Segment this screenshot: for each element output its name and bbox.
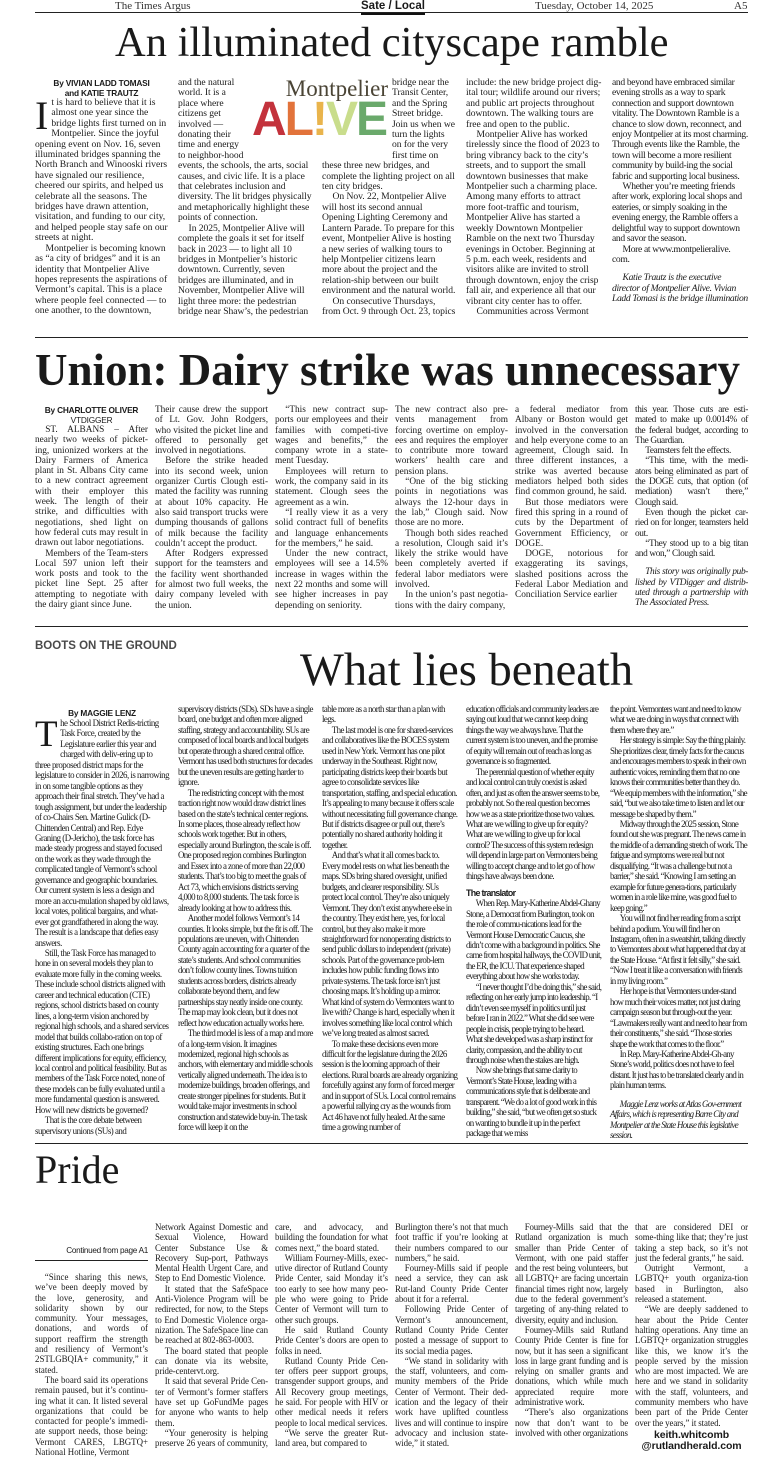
montpelier-column-3	[322, 78, 456, 320]
reporter-email	[635, 1430, 748, 1452]
paragraph: The third model is less of a map and more of a long-term vision. It imagines modernized, regional high schools as anchors, with elementary and middle schools vertically aligned underneath. The idea is to modernize buildings, broaden offerings, and create stronger pipelines for students. But it would take major investments in school construction and statewide buy-in. The task force will keep it on the	[178, 1028, 313, 1133]
beneath-column-3	[322, 704, 458, 1138]
author-note: Maggie Lenz works at Atlas Gov-ernment Affairs, which is representing Barre City and Montpelier at the State House this legislative session.	[610, 1098, 742, 1141]
headline-pride: Pride	[35, 1147, 120, 1192]
pride-column-6	[635, 1222, 748, 1456]
section-rule	[35, 626, 748, 627]
republication-note: This story was originally pub-lished by VTDigger and distrib-uted through a partnership with The Associated Press.	[635, 567, 748, 609]
paragraph: education officials and community leaders are saying out loud that we cannot keep doing things the way we always have. That the current system is too uneven, and the promise of equity will remain out of reach as long as governance is so fragmented.	[466, 704, 599, 767]
paragraph: Her hope is that Vermonters under-stand how much their voices matter, not just during campaign season but through-out the year. “Lawmakers really want and need to hear from their constituents,” she said. “Those stories shape the work that comes to the floor.”	[610, 986, 747, 1049]
paragraph: It stated that the SafeSpace Anti-Violence Program will be redirected, for now, to the Steps to End Domestic Violence orga-nization. The SafeSpace line can be reached at 802-863-0003.	[155, 1283, 268, 1346]
paragraph: ST. ALBANS – After nearly two weeks of picket-ing, unionized workers at the Dairy Farmers of America plant in St. Albans City came to a new contract agreement with their employer this week. The length of their strike, and difficulties with negotiations, shed light on how federal cuts may result in drawn out labor negotiations.	[35, 425, 148, 549]
paragraph: Members of the Team-sters Local 597 union left their work posts and took to the picket line Sept. 25 after attempting to negotiate with the dairy giant since June.	[35, 548, 148, 611]
section-rule	[35, 1143, 748, 1144]
paragraph: that are considered DEI or some-thing like that; they’re just taking a step back, so it’s not just the federal grants,” he said.	[635, 1222, 748, 1263]
pride-column-2	[155, 1222, 268, 1456]
paragraph: DOGE, notorious for exaggerating its savings, slashed positions across the Federal Labor Mediation and Conciliation Service earlier	[515, 549, 628, 601]
byline	[35, 78, 168, 98]
paragraph: To make these decisions even more difficult for the legislature during the 2026 session is the looming approach of their elections. Rural boards are already organizing forcefully against any form of forced merger and in support of SUs. Local control remains a powerful rallying cry as the wounds from Act 46 have not fully healed. At the same time a growing number of	[322, 1038, 458, 1133]
jump-line: Continued from page A1	[66, 1246, 148, 1255]
paragraph: On consecutive Thursdays, from Oct. 9 through Oct. 23, topics	[322, 295, 456, 317]
paragraph: he School District Redis-tricting Task Force, created by the Legislature earlier this year and charged with deliv-ering up to three proposed district maps for the legislature to consider in 2026, is narrowing in on some tangible options as they approach their final stretch. They’ve had a tough assignment, but under the leadership of co-Chairs Sen. Martine Gulick (D-Chittenden Central) and Rep. Edye Graning (D-Jericho), the task force has made steady progress and stayed focused on the work as they wade through the complicated tangle of Vermont’s school governance and geographic boundaries. Our current system is less a design and more an accu-mulation shaped by old laws, local votes, political bargains, and what-ever got grandfathered in along the way. The result is a landscape that defies easy answers.	[35, 718, 170, 948]
byline-line: By CHARLOTTE OLIVER	[44, 405, 139, 415]
email-line: keith.whitcomb	[653, 1428, 730, 1441]
union-column-4	[395, 405, 508, 615]
beneath-column-2	[178, 704, 314, 1138]
paragraph: You will not find her reading from a script behind a podium. You will find her on Instagram, often in a sweatshirt, talking directly to Vermonters about what happened that day at the State House. “At first it felt silly,” she said. “Now I treat it like a conversation with friends in my living room.”	[610, 913, 746, 986]
paragraph: “This new contract sup-ports our employees and their families with competi-tive wages and benefits,” the company wrote in a state-ment Tuesday.	[275, 405, 388, 467]
byline-line: VTDIGGER	[70, 415, 113, 425]
paragraph: And that’s what it all comes back to. Every model rests on what lies beneath the maps. SDs bring shared oversight, unified budgets, and clearer responsibility. SUs protect local control. They’re also uniquely Vermont. They don’t exist anywhere else in the country. They exist here, yes, for local control, but they also make it more straightforward for nonoperating districts to send public dollars to independent (private) schools. Part of the governance prob-lem includes how public funding flows into private systems. The task force isn’t just choosing maps. It’s holding up a mirror. What kind of system do Vermonters want to live with? Change is hard, especially when it involves something like local control which we’ve long treated as almost sacred.	[322, 850, 455, 1039]
paragraph: “Your generosity is helping preserve 26 years of community,	[155, 1427, 268, 1449]
paragraph: Network Against Domestic and Sexual Violence, Howard Center Substance Use & Recovery Sup-port, Pathways Mental Health Urgent Care, and Step to End Domestic Violence.	[155, 1222, 268, 1284]
montpelier-column-4	[466, 78, 602, 320]
logo-letter: V	[325, 93, 356, 146]
union-column-2	[155, 405, 268, 615]
paragraph: “They stood up to a big titan and won,” Clough said.	[635, 538, 748, 560]
paragraph: a federal mediator from Albany or Boston would get involved in the conversation and help everyone come to an agreement, Clough said. In three different instances, a strike was averted because mediators helped both sides find common ground, he said.	[515, 405, 628, 498]
paragraph: Following Pride Center of Vermont’s announcement, Rutland County Pride Center posted a message of support to its social media pages.	[395, 1304, 508, 1356]
paragraph: Fourney-Mills said if people need a service, they can ask Rut-land County Pride Center about it for a referral.	[395, 1263, 508, 1305]
paragraph: Employees will return to work, the company said in its statement. Clough sees the agreement as a win.	[275, 466, 388, 508]
paragraph: The board said its operations remain paused, but it’s continu-ing what it can. It listed several organizations that could be contacted for people’s immedi-ate support needs, those being: Vermont CARES, LBGTQ+ National Hotline, Vermont	[35, 1374, 148, 1458]
paragraph: The last model is one for shared-services and collaboratives like the BOCES system used in New York. Vermont has one pilot underway in the Southeast. Right now, participating districts keep their boards but agree to consolidate services like transportation, staffing, and special education. It’s appealing to many because it offers scale without necessitating full governance change. But if districts disagree or pull out, there’s potentially no shared authority holding it together.	[322, 724, 458, 850]
paragraph: Even though the picket car-ried on for longer, teamsters held out.	[635, 507, 748, 539]
paragraph: Rutland County Pride Cen-ter offers peer support groups, transgender support groups, and All Recovery group meetings, he said. For people with HIV or other medical needs it refers people to local medical services.	[275, 1355, 388, 1428]
subhead: The translator	[466, 887, 516, 898]
paragraph: Before the strike headed into its second week, union organizer Curtis Clough esti-mated the facility was running at about 10% capacity. He also said transport trucks were dumping thousands of gallons of milk because the facility couldn’t accept the product.	[155, 456, 268, 549]
union-column-3	[275, 405, 388, 615]
column-kicker: BOOTS ON THE GROUND	[35, 640, 177, 652]
paragraph: Whether you’re meeting friends after work, exploring local shops and eateries, or simply soaking in the evening energy, the Ramble offers a delightful way to support downtown and savor the season.	[612, 181, 742, 245]
newspaper-name: The Times Argus	[115, 0, 191, 12]
paragraph: “One of the big sticking points in negotiations was always the 12-hour days in the lab,” Clough said. Now those are no more.	[395, 477, 508, 529]
paragraph: When Rep. Mary-Katherine Abdel-Ghany Stone, a Democrat from Burlington, took on the role of commu-nications lead for the Vermont House Democratic Caucus, she didn’t come with a background in politics. She came from hospital hallways, the COVID unit, the ER, the ICU. That experience shaped everything about how she works today.	[466, 898, 602, 982]
pride-column-5	[515, 1222, 628, 1456]
page-number: A5	[734, 0, 748, 12]
jump-rule	[35, 1260, 148, 1261]
paragraph: “We serve the greater Rut-land area, but compared to	[275, 1427, 388, 1449]
paragraph: Montpelier is becoming known as “a city of bridges” and it is an identity that Montpelier Alive hopes represents the aspirations of Vermont’s capital. This is a place where people feel connected — to one another, to the downtown,	[35, 242, 168, 317]
paragraph: That is the core debate between supervisory unions (SUs) and	[35, 1115, 142, 1136]
paragraph: “Since sharing this news, we’ve been deeply moved by the love, generosity, and solidarity shown by our community. Your messages, donations, and words of support reaffirm the strength and resiliency of Vermont’s 2STLGBQIA+ community,” it stated.	[35, 1272, 148, 1375]
pride-column-1	[35, 1272, 148, 1456]
logo-letter: !	[312, 93, 326, 146]
paragraph: In 2025, Montpelier Alive will complete the goals it set for itself back in 2023 — to light all 10 bridges in Montpelier’s historic downtown. Currently, seven bridges are illuminated, and in November, Montpelier Alive will light three more: the pedestrian bridge near Shaw’s, the pedestrian	[178, 222, 309, 317]
drop-cap: T	[35, 714, 58, 755]
paragraph: Montpelier Alive has worked tirelessly since the flood of 2023 to bring vibrancy back to the city’s streets, and to support the small downtown businesses that make Montpelier such a charming place. Among many efforts to attract more foot-traffic and tourism, Montpelier Alive has started a weekly Downtown Montpelier Ramble on the next two Thursday evenings in October. Beginning at 5 p.m. each week, residents and visitors alike are invited to stroll through downtown, enjoy the crisp fall air, and experience all that our vibrant city center has to offer.	[466, 129, 600, 307]
section-rule	[35, 337, 748, 338]
paragraph: Still, the Task Force has managed to hone in on several models they plan to evaluate more fully in the coming weeks. These include school districts aligned with career and technical education (CTE) regions, school districts based on county lines, a long-term vision anchored by regional high schools, and a shared services model that builds collabo-ration on top of existing structures. Each one brings different implications for equity, efficiency, local control and political feasibility. But as members of the Task Force noted, none of these models can be fully evaluated until a more fundamental question is answered. How will new districts be governed?	[35, 947, 169, 1115]
logo-letter: A	[252, 93, 285, 146]
union-column-6	[635, 405, 748, 615]
paragraph: Midway through the 2025 session, Stone found out she was pregnant. The news came in the middle of a demanding stretch of work. The fatigue and symptoms were real but not disqualifying. “It was a challenge but not a barrier,” she said. “Knowing I am setting an example for future genera-tions, particularly women in a role like mine, was good fuel to keep going.”	[610, 818, 747, 913]
logo-letter: L	[284, 93, 312, 146]
logo-letter: E	[356, 93, 387, 146]
paragraph: The redistricting concept with the most traction right now would draw district lines based on the state’s technical center regions. In some places, those already reflect how schools work together. But in others, especially around Burlington, the scale is off. One proposed region combines Burlington and Essex into a zone of more than 22,000 students. That’s too big to meet the goals of Act 73, which envisions districts serving 4,000 to 8,000 students. The task force is already looking at how to address this.	[178, 787, 311, 913]
union-column-1	[35, 405, 148, 615]
headline-union: Union: Dairy strike was unnecessary	[35, 345, 740, 395]
paragraph: It said that several Pride Cen-ter of Vermont’s former staffers have set up GoFundMe pages for anyone who wants to help them.	[155, 1376, 268, 1428]
paragraph: and the natural world. It is a place where citizens get involved — donating their time and energy to neighbor-hood events, the schools, the arts, social causes, and civic life. It is a place that celebrates inclusion and diversity. The lit bridges physically and metaphorically highlight these points of connection.	[178, 77, 312, 224]
paragraph: “I really view it as a very solid contract full of benefits and language enhancements for the members,” he said.	[275, 507, 388, 549]
paragraph: include: the new bridge project dig-ital tour; wildlife around our rivers; and public art projects throughout downtown. The walking tours are free and open to the public.	[466, 77, 602, 130]
paragraph: But those mediators were fired this spring in a round of cuts by the Department of Government Efficiency, or DOGE.	[515, 497, 628, 549]
montpelier-column-2	[178, 78, 312, 320]
paragraph: Outright Vermont, a LGBTQ+ youth organiza-tion based in Burlington, also released a statement.	[635, 1263, 748, 1305]
paragraph: Fourney-Mills said Rutland County Pride Center is fine for now, but it has seen a significant loss in large grant funding and is relying on smaller grants and donations, which while much appreciated require more administrative work.	[515, 1324, 628, 1408]
paragraph: In the union’s past negotia-tions with the dairy company,	[395, 590, 508, 611]
byline-line: By VIVIAN LADD TOMASI	[53, 78, 150, 88]
masthead-rule	[35, 12, 748, 13]
paragraph: this year. Those cuts are esti-mated to make up 0.0014% of the federal budget, according to The Guardian.	[635, 405, 748, 446]
paragraph: “There’s also organizations now that don’t want to be involved with other organizations	[515, 1407, 628, 1438]
paragraph: table more as a north star than a plan with legs.	[322, 704, 445, 725]
headline-beneath: What lies beneath	[300, 645, 634, 696]
paragraph: and beyond have embraced similar evening strolls as a way to spark connection and support downtown vitality. The Downtown Ramble is a chance to slow down, reconnect, and enjoy Montpelier at its most charming. Through events like the Ramble, the town will become a more resilient community by build-ing the social fabric and supporting local business.	[612, 77, 748, 182]
paragraph: Burlington there’s not that much foot traffic if you’re looking at their numbers compared to our numbers,” he said.	[395, 1222, 508, 1263]
issue-date: Tuesday, October 14, 2025	[535, 0, 654, 12]
pride-column-3	[275, 1222, 388, 1456]
paragraph: The board stated that people can donate via its website, pride-centervt.org.	[155, 1345, 268, 1377]
author-note: Katie Trautz is the executive director of Montpelier Alive. Vivian Ladd Tomasi is the bridge illumination	[612, 272, 748, 305]
paragraph: Though both sides reached a resolution, Clough said it’s likely the strike would have been completely averted if federal labor mediators were involved.	[395, 528, 508, 591]
paragraph: William Fourney-Mills, exec-utive director of Rutland County Pride Center, said Monday it’s too early to see how many peo-ple who were going to Pride Center of Vermont will turn to other such groups.	[275, 1252, 388, 1325]
paragraph: Her strategy is simple: Say the thing plainly. She prioritizes clear, timely facts for the caucus and encourages members to speak in their own authentic voices, reminding them that no one knows their communities better than they do. “We equip members with the information,” she said, “but we also take time to listen and let our message be shaped by them.”	[610, 735, 747, 819]
byline-line: By MAGGIE LENZ	[68, 708, 136, 718]
paragraph: “I never thought I’d be doing this,” she said, reflecting on her early jump into leadership. “I didn’t even see myself in politics until just before I ran in 2022.” What she did see were people in crisis, people trying to be heard. What she developed was a sharp instinct for clarity, compassion, and the ability to cut through noise when the stakes are high.	[466, 981, 602, 1065]
email-line: @rutlandherald.com	[641, 1439, 742, 1452]
paragraph: Their cause drew the support of Lt. Gov. John Rodgers, who visited the picket line and offered to personally get involved in negotiations.	[155, 405, 268, 457]
paragraph: the point. Vermonters want and need to know what we are doing in ways that connect with them where they are.”	[610, 704, 741, 735]
beneath-column-5	[610, 704, 748, 1141]
section-name: Sate / Local	[361, 0, 425, 15]
paragraph: “We stand in solidarity with the staff, volunteers, and com-munity members of the Pride Center of Vermont. Their ded-ication and the legacy of their work have uplifted countless lives and will continue to inspire advocacy and inclusion state-wide,” it stated.	[395, 1355, 508, 1449]
beneath-column-4	[466, 704, 602, 1138]
union-column-5	[515, 405, 628, 615]
paragraph: bridge near the Transit Center, and the Spring Street bridge. Join us when we turn the lights on for the very first time on these three new bridges, and complete the lighting project on all ten city bridges.	[322, 77, 455, 193]
paragraph: t is hard to believe that it is almost one year since the bridge lights first turned on in Montpelier. Since the joyful opening event on Nov. 16, seven illuminated bridges spanning the North Branch and Winooski rivers have signaled our resilience, cheered our spirits, and helped us celebrate all the seasons. The bridges have drawn attention, visitation, and funding to our city, and helped people stay safe on our streets at night.	[35, 97, 168, 244]
paragraph: care, and advocacy, and building the foundation for what comes next,” the board stated.	[275, 1222, 388, 1253]
logo-wordmark: Montpelier	[285, 76, 388, 101]
headline-montpelier: An illuminated cityscape ramble	[115, 19, 669, 66]
paragraph: The perennial question of whether equity and local control can truly coexist is asked often, and just as often the answer seems to be, probably not. So the real question becomes how we as a state prioritize those two values. What are we willing to give up for equity? What are we willing to give up for local control? The success of this system redesign will depend in large part on Vermonters being willing to accept change and to let go of how things have always been done.	[466, 766, 600, 882]
paragraph: After Rodgers expressed support for the teamsters and the facility went shorthanded for almost two full weeks, the dairy company leveled with the union.	[155, 549, 268, 611]
paragraph: “This time, with the medi-ators being eliminated as part of the DOGE cuts, that option (of mediation) wasn’t there,” Clough said.	[635, 456, 748, 508]
pride-column-4	[395, 1222, 508, 1456]
paragraph: In Rep. Mary-Katherine Abdel-Gh-any Stone’s world, politics does not have to feel distant. It just has to be translated clearly and in plain human terms.	[610, 1048, 744, 1091]
montpelier-column-5	[612, 78, 748, 320]
paragraph: Communities across Vermont	[476, 305, 589, 317]
byline	[35, 405, 148, 425]
paragraph: The new contract also pre-vents management from forcing overtime on employ-ees and requires the employer to contribute more toward workers’ health care and pension plans.	[395, 405, 508, 477]
byline-line: and KATIE TRAUTZ	[64, 88, 139, 98]
paragraph: “We are deeply saddened to hear about the Pride Center halting operations. Any time an LGBTQ+ organization struggles like this, we know it’s the people served by the mission who are most impacted. We are here and we stand in solidarity with the staff, volunteers, and community members who have been part of the Pride Center over the years,” it stated.	[635, 1304, 748, 1428]
paragraph: supervisory districts (SDs). SDs have a single board, one budget and often more aligned staffing, strategy and accountability. SUs are composed of local boards and local budgets but operate through a shared central office. Vermont has used both structures for decades but the uneven results are getting harder to ignore.	[178, 704, 313, 788]
paragraph: On Nov. 22, Montpelier Alive will host its second annual Opening Lighting Ceremony and Lantern Parade. To prepare for this event, Montpelier Alive is hosting a new series of walking tours to help Montpelier citizens learn more about the project and the relation-ship between our built environment and the natural world.	[322, 191, 456, 297]
paragraph: More at www.montpelieralive. com.	[612, 243, 731, 265]
paragraph: Now she brings that same clarity to Vermont’s State House, leading with a communications style that is deliberate and transparent. “We do a lot of good work in this building,” she said, “but we often get so stuck on wanting to bundle it up in the perfect package that we miss	[466, 1065, 597, 1139]
paragraph: Teamsters felt the effects.	[645, 446, 731, 457]
paragraph: Under the new contract, employees will see a 14.5% increase in wages within the next 22 months and some will see higher increases in pay depending on seniority.	[275, 549, 388, 611]
paragraph: Another model follows Vermont’s 14 counties. It looks simple, but the fit is off. The populations are uneven, with Chittenden County again accounting for a quarter of the state’s students. And school communities don’t follow county lines. Towns tuition students across borders, districts already collaborate beyond them, and few partnerships stay neatly inside one county. The map may look clean, but it does not reflect how education actually works here.	[178, 913, 313, 1028]
beneath-column-1	[35, 708, 169, 1138]
paragraph: Fourney-Mills said that the Rutland organization is much smaller than Pride Center of Vermont, with one paid staffer and the rest being volunteers, but all LGBTQ+ are facing uncertain financial times right now, largely due to the federal government’s targeting of any-thing related to diversity, equity and inclusion.	[515, 1222, 628, 1325]
montpelier-column-1	[35, 78, 168, 320]
drop-cap: I	[35, 93, 49, 138]
paragraph: He said Rutland County Pride Center’s doors are open to folks in need.	[275, 1324, 388, 1356]
